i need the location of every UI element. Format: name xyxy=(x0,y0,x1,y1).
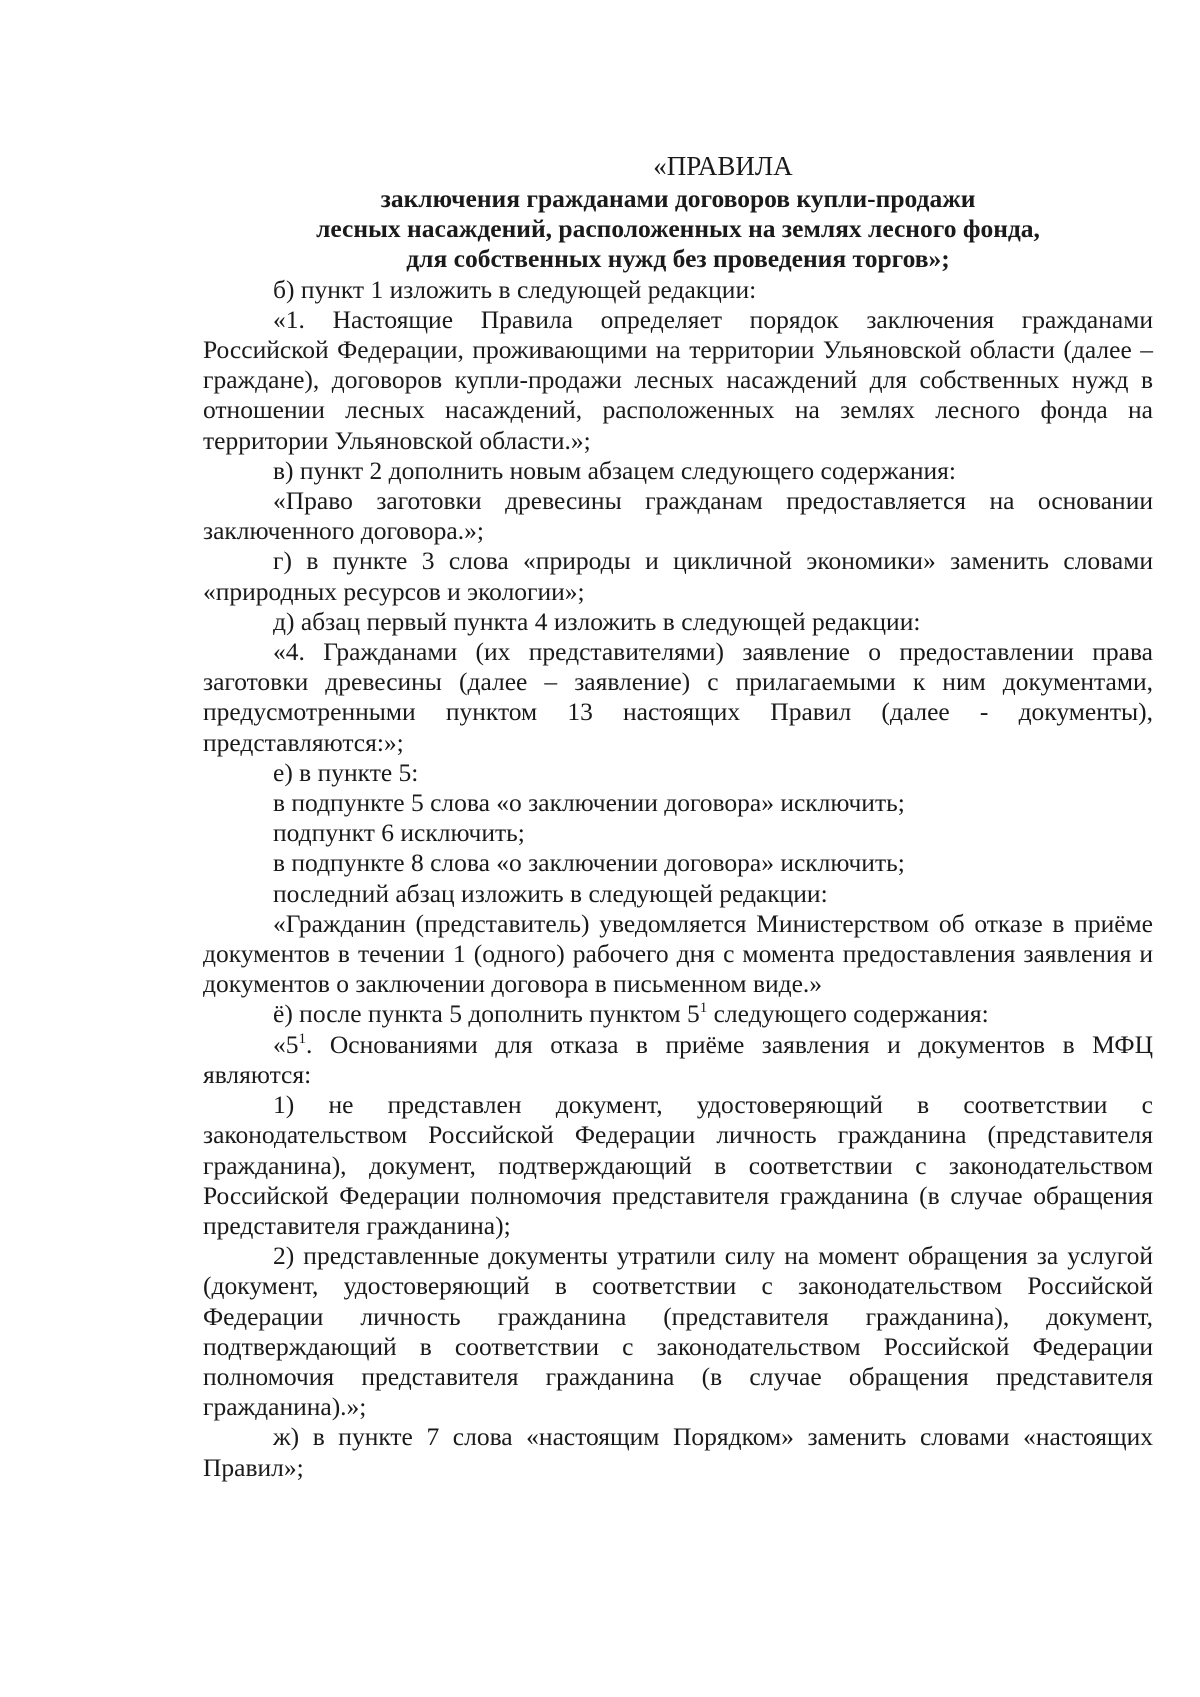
text-fragment: «5 xyxy=(273,1029,299,1059)
document-body xyxy=(203,150,1153,1483)
heading-line: лесных насаждений, расположенных на землях лесного фонда, xyxy=(316,214,1040,244)
paragraph-item-g: г) в пункте 3 слова «природы и цикличной экономики» заменить словами «природных ресурсов и экологии»; xyxy=(203,546,1153,606)
superscript: 1 xyxy=(298,1030,306,1047)
heading-line: для собственных нужд без проведения торгов»; xyxy=(406,244,950,274)
paragraph-right-to-harvest: «Право заготовки древесины гражданам предоставляется на основании заключенного договора.»; xyxy=(203,486,1153,546)
superscript: 1 xyxy=(699,1000,708,1017)
paragraph-clause-5-1 xyxy=(203,1030,1153,1090)
paragraph-ground-2: 2) представленные документы утратили силу на момент обращения за услугой (документ, удостоверяющий в соответствии с законодательством Российской Федерации личность гражданина (представителя гражданина), документ, подтверждающий в соответствии с законодательством Российской Федерации полномочия представителя гражданина (в случае обращения представителя гражданина).»; xyxy=(203,1241,1153,1422)
paragraph-last-abzac: последний абзац изложить в следующей редакции: xyxy=(273,878,828,908)
paragraph-item-b: б) пункт 1 изложить в следующей редакции: xyxy=(273,274,757,304)
text-fragment: ё) после пункта 5 дополнить пунктом 5 xyxy=(273,999,700,1029)
heading-title: «ПРАВИЛА xyxy=(653,151,793,181)
paragraph-subclause-6: подпункт 6 исключить; xyxy=(273,818,525,848)
paragraph-item-zh: ж) в пункте 7 слова «настоящим Порядком» заменить словами «настоящих Правил»; xyxy=(203,1422,1153,1482)
text-fragment: следующего содержания: xyxy=(707,999,989,1029)
paragraph-subclause-8: в подпункте 8 слова «о заключении договора» исключить; xyxy=(273,848,905,878)
paragraph-notification: «Гражданин (представитель) уведомляется Министерством об отказе в приёме документов в течении 1 (одного) рабочего дня с момента предоставления заявления и документов о заключении договора в письменном виде.» xyxy=(203,908,1153,999)
paragraph-subclause-5: в подпункте 5 слова «о заключении договора» исключить; xyxy=(273,788,905,818)
heading-subtitle xyxy=(203,184,1153,275)
paragraph-item-v: в) пункт 2 дополнить новым абзацем следующего содержания: xyxy=(273,455,956,485)
heading-line: заключения гражданами договоров купли-продажи xyxy=(380,184,976,213)
paragraph-item-e: е) в пункте 5: xyxy=(273,757,419,787)
paragraph-ground-1: 1) не представлен документ, удостоверяющий в соответствии с законодательством Российской Федерации личность гражданина (представителя гражданина), документ, подтверждающий в соответствии с законодательством Российской Федерации полномочия представителя гражданина (в случае обращения представителя гражданина); xyxy=(203,1090,1153,1240)
paragraph-item-d: д) абзац первый пункта 4 изложить в следующей редакции: xyxy=(273,606,921,636)
paragraph-clause-1: «1. Настоящие Правила определяет порядок заключения гражданами Российской Федерации, проживающими на территории Ульяновской области (далее – граждане), договоров купли-продажи лесных насаждений для собственных нужд в отношении лесных насаждений, расположенных на землях лесного фонда на территории Ульяновской области.»; xyxy=(203,304,1153,455)
paragraph-clause-4: «4. Гражданами (их представителями) заявление о предоставлении права заготовки древесины (далее – заявление) с прилагаемыми к ним документами, предусмотренными пунктом 13 настоящих Правил (далее - документы), представляются:»; xyxy=(203,637,1153,757)
paragraph-item-yo xyxy=(203,999,1153,1029)
text-fragment: . Основаниями для отказа в приёме заявления и документов в МФЦ являются: xyxy=(203,1029,1153,1089)
document-heading xyxy=(203,150,1153,275)
